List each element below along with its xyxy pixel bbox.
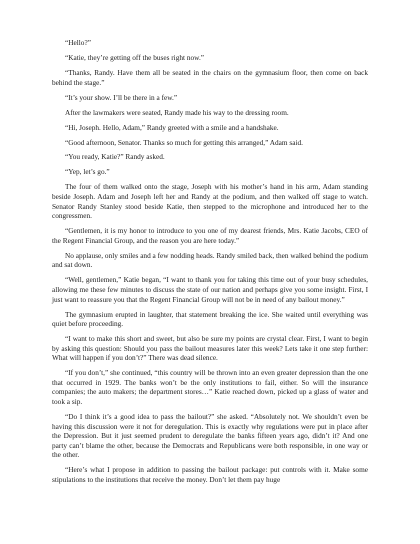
paragraph: “Yep, let’s go.” <box>65 167 110 177</box>
paragraph: “Do I think it’s a good idea to pass the bailout?” she asked. “Absolutely not. We shouldn’t even be having this discussion were it not for deregulation. This is exactly why regulations were put in place after the Depression. But it just seemed prudent to deregulate the banks fifteen years ago, didn’t it? And one party can’t blame the other, because the Democrats and Republicans were both responsible, in one way or the other. <box>52 412 368 460</box>
paragraph: “You ready, Katie?” Randy asked. <box>65 152 165 162</box>
paragraph: “Hello?” <box>65 38 91 47</box>
paragraph: “Here’s what I propose in addition to passing the bailout package: put controls with it. Make some stipulations to the institutions that receive the money. Don’t let them pay huge <box>52 465 368 485</box>
paragraph: “Hi, Joseph. Hello, Adam,” Randy greeted with a smile and a handshake. <box>65 122 279 132</box>
paragraph: “Gentlemen, it is my honor to introduce to you one of my dearest friends, Mrs. Katie Jacobs, CEO of the Regent Financial Group, and the reason you are here today.” <box>52 226 368 245</box>
paragraph: “If you don’t,” she continued, “this country will be thrown into an even greater depression than the one that occurred in 1929. The banks won’t be the only institutions to fail, either. So will the insurance companies; the auto makers; the department stores…” Katie reached down, picked up a glass of water and took a sip. <box>52 368 368 407</box>
paragraph: “Katie, they’re getting off the buses right now.” <box>65 52 205 62</box>
paragraph: The gymnasium erupted in laughter, that statement breaking the ice. She waited until everything was quiet before proceeding. <box>52 309 368 329</box>
paragraph: “It’s your show. I’ll be there in a few.” <box>65 92 178 102</box>
paragraph: The four of them walked onto the stage, Joseph with his mother’s hand in his arm, Adam standing beside Joseph. Adam and Joseph left her and Randy at the podium, and then walked off stage to watch. Senator Randy Stanley stood beside Katie, then stepped to the microphone and introduced her to the congressmen. <box>52 182 368 221</box>
paragraph: “I want to make this short and sweet, but also be sure my points are crystal clear. First, I want to begin by asking this question: Should you pass the bailout measures later this week? Lets take it one step further: What will happen if you don’t?” There was dead silence. <box>52 334 368 363</box>
paragraph: No applause, only smiles and a few nodding heads. Randy smiled back, then walked behind the podium and sat down. <box>52 250 368 270</box>
paragraph: “Thanks, Randy. Have them all be seated in the chairs on the gymnasium floor, then come on back behind the stage.” <box>52 67 368 87</box>
paragraph: After the lawmakers were seated, Randy made his way to the dressing room. <box>65 107 289 117</box>
paragraph: “Well, gentlemen,” Katie began, “I want to thank you for taking this time out of your busy schedules, allowing me these few minutes to discuss the state of our nation and perhaps give you some insight. First, I just want to reassure you that the Regent Financial Group will not be in need of any bailout money.” <box>52 275 368 304</box>
paragraph: “Good afternoon, Senator. Thanks so much for getting this arranged,” Adam said. <box>65 137 303 147</box>
document-page <box>52 38 368 490</box>
